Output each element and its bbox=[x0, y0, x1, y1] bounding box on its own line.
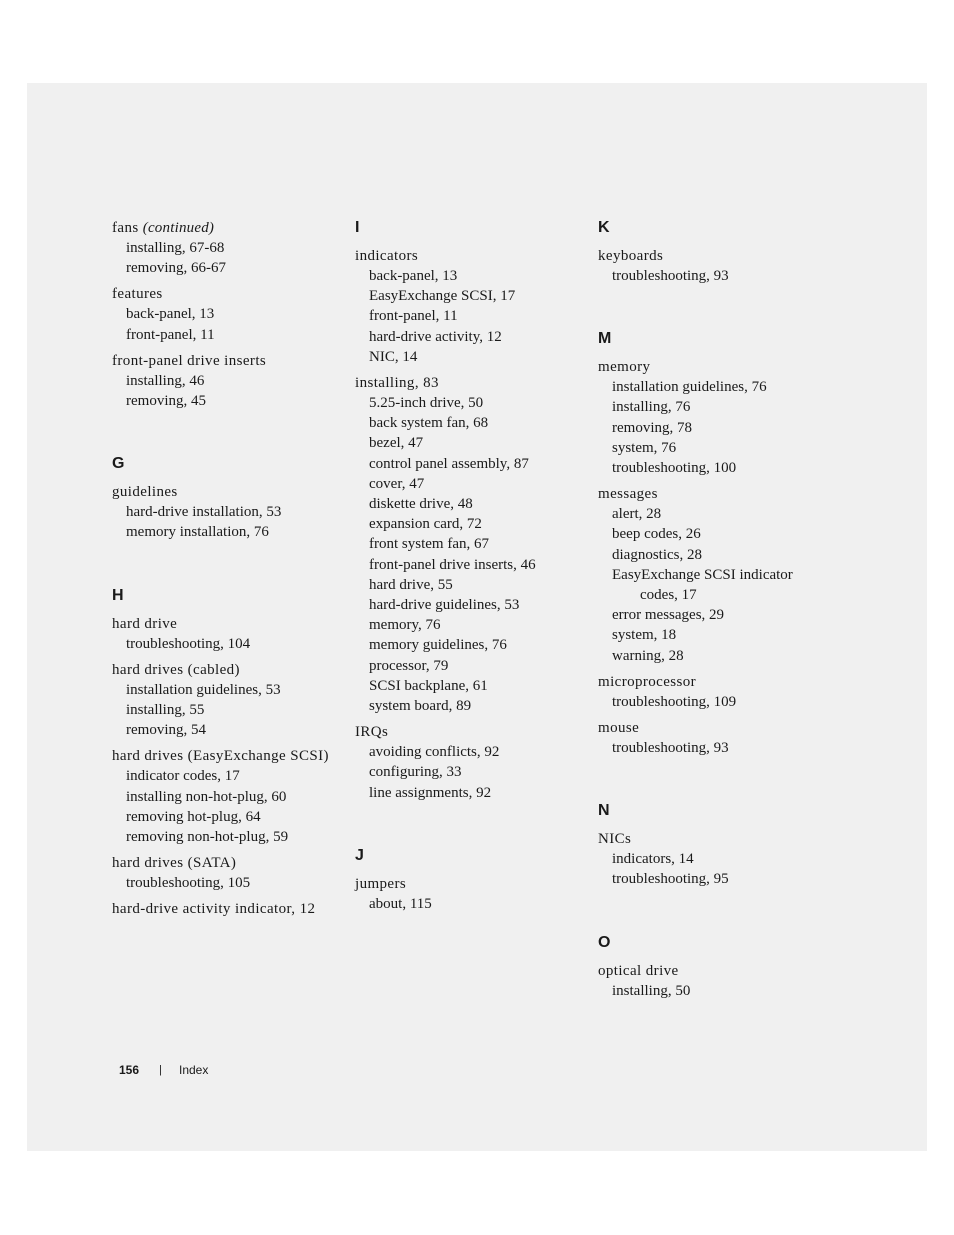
index-entry bbox=[112, 284, 344, 344]
index-column-1 bbox=[112, 218, 344, 962]
index-term-text: keyboards bbox=[598, 248, 664, 264]
index-term bbox=[112, 853, 344, 873]
index-subentry: front-panel, 11 bbox=[369, 308, 458, 325]
index-term-text: jumpers bbox=[355, 875, 407, 892]
index-term-text: indicators bbox=[355, 248, 419, 264]
index-subentry: installation guidelines, 76 bbox=[612, 379, 767, 396]
continued-label: (continued) bbox=[142, 220, 215, 236]
index-term-text: messages bbox=[598, 486, 658, 503]
index-subentry: indicator codes, 17 bbox=[126, 768, 240, 785]
index-subentry: cover, 47 bbox=[369, 475, 425, 492]
index-entry bbox=[112, 853, 344, 893]
index-subentry: hard-drive installation, 53 bbox=[126, 504, 282, 521]
index-subentry: troubleshooting, 100 bbox=[612, 460, 737, 477]
index-subentry: system board, 89 bbox=[369, 698, 472, 715]
index-term-text: front-panel drive inserts bbox=[112, 352, 267, 369]
index-term bbox=[598, 718, 830, 738]
index-subentry: beep codes, 26 bbox=[612, 526, 701, 543]
index-term bbox=[112, 218, 344, 238]
index-term-text: mouse bbox=[598, 720, 640, 737]
index-subentry: back-panel, 13 bbox=[369, 268, 458, 284]
index-subentry: installing, 50 bbox=[612, 982, 691, 999]
index-subentry: diskette drive, 48 bbox=[369, 496, 473, 513]
section-letter: G bbox=[112, 455, 125, 473]
index-subentry: hard-drive guidelines, 53 bbox=[369, 597, 520, 614]
index-section bbox=[598, 329, 830, 758]
index-entry bbox=[112, 218, 344, 278]
index-subentry: processor, 79 bbox=[369, 657, 449, 674]
index-subentry: removing, 66-67 bbox=[126, 260, 226, 277]
index-entry bbox=[355, 874, 587, 914]
footer-section-title: Index bbox=[179, 1063, 209, 1077]
index-subentry: back-panel, 13 bbox=[126, 306, 215, 323]
index-term bbox=[598, 484, 830, 504]
index-subentry: line assignments, 92 bbox=[369, 784, 492, 801]
index-subentry: troubleshooting, 95 bbox=[612, 871, 729, 888]
index-subentry: configuring, 33 bbox=[369, 764, 462, 781]
index-subentry: installing non-hot-plug, 60 bbox=[126, 788, 287, 805]
index-subentry: front-panel drive inserts, 46 bbox=[369, 556, 536, 573]
index-subentry: hard-drive activity, 12 bbox=[369, 328, 502, 345]
index-subentry: removing, 54 bbox=[126, 722, 206, 739]
index-term-text: features bbox=[112, 286, 163, 303]
index-subentry: troubleshooting, 104 bbox=[126, 635, 251, 652]
index-term bbox=[598, 829, 830, 849]
index-entry bbox=[598, 829, 830, 889]
index-subentry: installation guidelines, 53 bbox=[126, 681, 281, 698]
index-subentry: back system fan, 68 bbox=[369, 415, 489, 432]
index-section bbox=[112, 218, 344, 411]
index-entry bbox=[112, 614, 344, 654]
index-subentry: troubleshooting, 93 bbox=[612, 268, 729, 284]
index-subentry: removing, 45 bbox=[126, 393, 206, 410]
page-number: 156 bbox=[119, 1063, 140, 1077]
index-subentry: indicators, 14 bbox=[612, 851, 694, 868]
index-subentry: expansion card, 72 bbox=[369, 516, 482, 533]
index-term-text: installing, 83 bbox=[355, 375, 439, 392]
index-section bbox=[355, 218, 587, 803]
index-entry bbox=[112, 351, 344, 411]
index-term-text: optical drive bbox=[598, 962, 679, 979]
index-subentry: front-panel, 11 bbox=[126, 326, 215, 343]
index-entry bbox=[598, 484, 830, 666]
index-term bbox=[355, 874, 587, 894]
index-term-text: IRQs bbox=[355, 724, 389, 741]
index-term-text: hard drive bbox=[112, 615, 178, 632]
index-subentry: troubleshooting, 109 bbox=[612, 693, 737, 710]
index-entry bbox=[355, 722, 587, 803]
index-subentry: avoiding conflicts, 92 bbox=[369, 744, 500, 761]
index-term bbox=[112, 351, 344, 371]
index-term bbox=[598, 357, 830, 377]
index-entry bbox=[598, 246, 830, 286]
index-column-3 bbox=[598, 218, 830, 1044]
index-term-text: hard drives (cabled) bbox=[112, 661, 240, 678]
index-term-text: hard-drive activity indicator, 12 bbox=[112, 901, 316, 918]
index-subentry: troubleshooting, 93 bbox=[612, 740, 729, 757]
index-term-text: guidelines bbox=[112, 484, 178, 501]
index-term-text: fans bbox=[112, 220, 139, 236]
index-entry bbox=[598, 961, 830, 1001]
index-subentry: hard drive, 55 bbox=[369, 576, 453, 593]
index-term bbox=[598, 961, 830, 981]
page-footer bbox=[119, 1062, 209, 1078]
index-subentry: installing, 76 bbox=[612, 399, 691, 416]
index-column-2 bbox=[355, 218, 587, 957]
index-section bbox=[355, 846, 587, 914]
index-subentry: removing, 78 bbox=[612, 419, 692, 436]
index-term-text: memory bbox=[598, 359, 651, 376]
index-subentry: troubleshooting, 105 bbox=[126, 875, 251, 892]
index-entry bbox=[598, 672, 830, 712]
index-subentry: control panel assembly, 87 bbox=[369, 455, 529, 472]
index-term bbox=[355, 246, 587, 266]
index-subentry: installing, 46 bbox=[126, 372, 205, 389]
index-term-text: microprocessor bbox=[598, 673, 697, 690]
footer-separator: | bbox=[159, 1064, 162, 1076]
section-letter: N bbox=[598, 802, 610, 820]
index-section bbox=[598, 933, 830, 1001]
index-term-text: hard drives (EasyExchange SCSI) bbox=[112, 748, 329, 765]
index-term bbox=[598, 672, 830, 692]
index-subentry: error messages, 29 bbox=[612, 607, 725, 624]
index-subentry: 5.25-inch drive, 50 bbox=[369, 395, 484, 412]
index-subentry: installing, 67-68 bbox=[126, 240, 225, 256]
index-subentry: memory, 76 bbox=[369, 617, 441, 634]
section-letter: O bbox=[598, 933, 611, 951]
index-term bbox=[112, 899, 344, 919]
index-section bbox=[598, 801, 830, 889]
index-section bbox=[112, 454, 344, 542]
index-subentry: system, 76 bbox=[612, 439, 677, 456]
index-term bbox=[598, 246, 830, 266]
index-term bbox=[112, 284, 344, 304]
section-letter: J bbox=[355, 846, 364, 864]
index-term bbox=[112, 660, 344, 680]
index-term bbox=[355, 373, 587, 393]
section-letter: I bbox=[355, 219, 360, 236]
index-subentry: EasyExchange SCSI, 17 bbox=[369, 288, 516, 305]
index-subentry: removing non-hot-plug, 59 bbox=[126, 829, 289, 846]
index-subentry: memory installation, 76 bbox=[126, 524, 269, 541]
index-section bbox=[598, 218, 830, 286]
index-subentry: alert, 28 bbox=[612, 506, 662, 523]
index-subentry: installing, 55 bbox=[126, 702, 205, 719]
index-term bbox=[112, 614, 344, 634]
section-letter: H bbox=[112, 586, 124, 604]
index-entry bbox=[112, 899, 344, 919]
index-subentry: NIC, 14 bbox=[369, 348, 418, 365]
index-subentry: about, 115 bbox=[369, 895, 432, 912]
index-term bbox=[355, 722, 587, 742]
index-entry bbox=[112, 660, 344, 741]
index-subentry: front system fan, 67 bbox=[369, 536, 489, 553]
index-entry bbox=[112, 746, 344, 847]
index-subentry: removing hot-plug, 64 bbox=[126, 808, 261, 825]
index-section bbox=[112, 586, 344, 920]
index-entry bbox=[112, 482, 344, 542]
index-subentry: bezel, 47 bbox=[369, 435, 424, 452]
index-subentry: memory guidelines, 76 bbox=[369, 637, 507, 654]
index-subentry: EasyExchange SCSI indicator codes, 17 bbox=[612, 566, 793, 604]
index-entry bbox=[598, 718, 830, 758]
index-entry bbox=[598, 357, 830, 478]
index-subentry: system, 18 bbox=[612, 627, 677, 644]
section-letter: K bbox=[598, 219, 610, 236]
index-entry bbox=[355, 246, 587, 367]
index-term-text: hard drives (SATA) bbox=[112, 855, 237, 872]
index-entry bbox=[355, 373, 587, 716]
index-term-text: NICs bbox=[598, 831, 632, 848]
section-letter: M bbox=[598, 330, 612, 348]
index-term bbox=[112, 482, 344, 502]
index-subentry: SCSI backplane, 61 bbox=[369, 677, 488, 694]
index-subentry: warning, 28 bbox=[612, 647, 684, 664]
index-subentry: diagnostics, 28 bbox=[612, 546, 702, 563]
index-term bbox=[112, 746, 344, 766]
